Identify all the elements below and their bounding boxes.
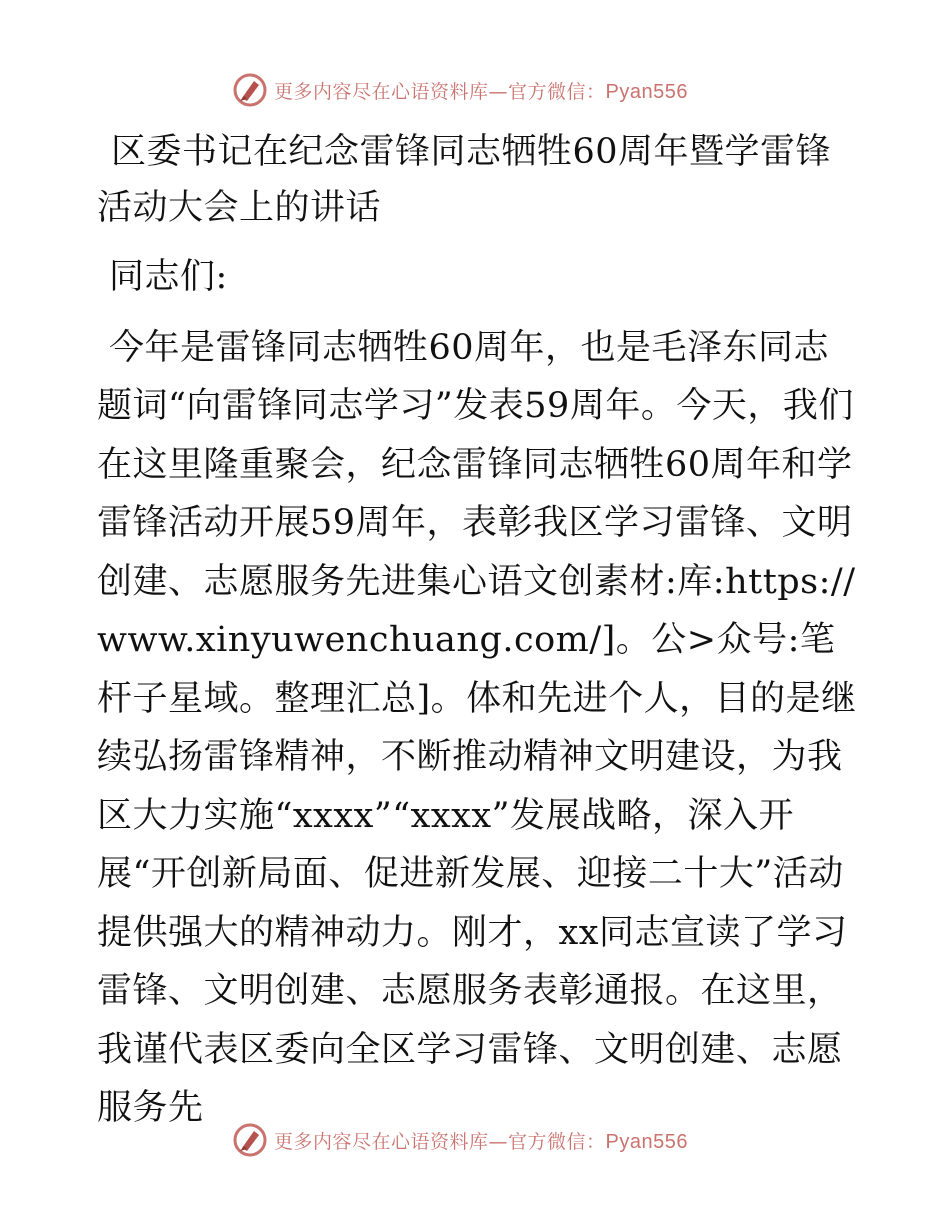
watermark-wechat-id: Pyan556 bbox=[605, 1130, 688, 1153]
watermark-slogan: 更多内容尽在心语资料库 bbox=[274, 1130, 489, 1153]
pen-nib-circle-icon bbox=[232, 1122, 268, 1158]
watermark-separator: — bbox=[488, 1130, 509, 1153]
watermark-text bbox=[274, 1127, 688, 1154]
pen-nib-circle-icon bbox=[232, 72, 268, 108]
document-title: 区委书记在纪念雷锋同志牺牲60周年暨学雷锋活动大会上的讲话 bbox=[97, 132, 832, 228]
watermark-wechat-label: 官方微信： bbox=[508, 80, 606, 103]
document-body bbox=[97, 124, 857, 1150]
footer-watermark bbox=[232, 1122, 688, 1158]
watermark-text bbox=[274, 77, 688, 104]
watermark-slogan: 更多内容尽在心语资料库 bbox=[274, 80, 489, 103]
paragraph-1: 今年是雷锋同志牺牲60周年，也是毛泽东同志题词“向雷锋同志学习”发表59周年。今天，我们在这里隆重聚会，纪念雷锋同志牺牲60周年和学雷锋活动开展59周年，表彰我区学习雷锋、文明创建、志愿服务先进集心语文创素材:库:https://www.xinyuwenchuang.com/]。公>众号:笔杆子星域。整理汇总]。体和先进个人，目的是继续弘扬雷锋精神，不断推动精神文明建设，为我区大力实施“xxxx”“xxxx”发展战略，深入开展“开创新局面、促进新发展、迎接二十大”活动提供强大的精神动力。刚才，xx同志宣读了学习雷锋、文明创建、志愿服务表彰通报。在这里，我谨代表区委向全区学习雷锋、文明创建、志愿服务先 bbox=[97, 327, 857, 1128]
watermark-separator: — bbox=[488, 80, 509, 103]
watermark-wechat-label: 官方微信： bbox=[508, 1130, 606, 1153]
watermark-wechat-id: Pyan556 bbox=[605, 80, 688, 103]
salutation: 同志们: bbox=[109, 257, 228, 297]
header-watermark bbox=[232, 72, 688, 108]
